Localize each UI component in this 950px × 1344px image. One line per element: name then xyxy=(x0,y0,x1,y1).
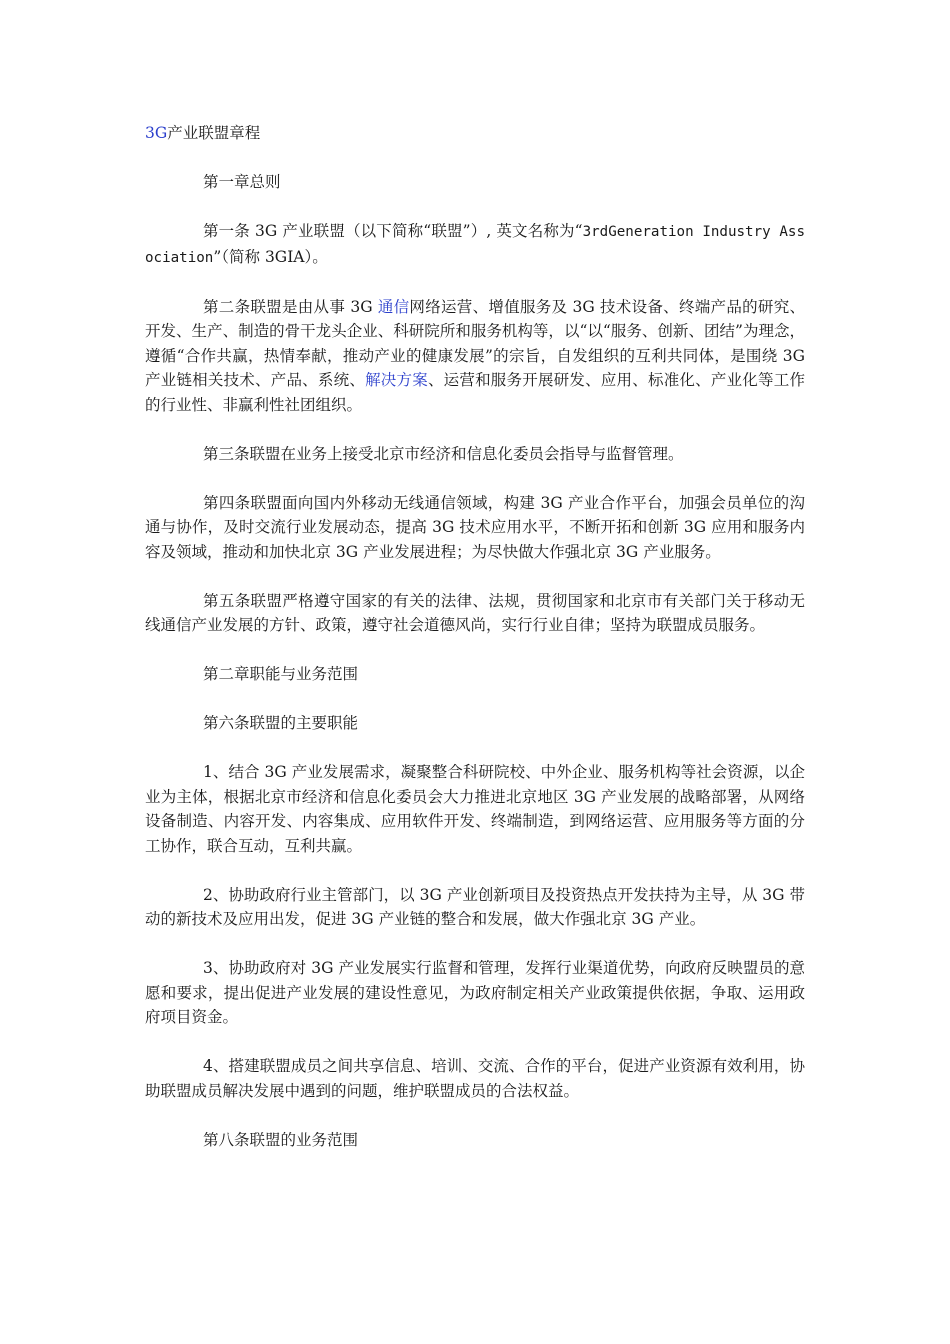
article-1-text-a: 第一条 3G 产业联盟（以下简称“联盟”）, 英文名称为“ xyxy=(203,222,583,240)
function-item-1: 1、结合 3G 产业发展需求，凝聚整合科研院校、中外企业、服务机构等社会资源，以企业为主体，根据北京市经济和信息化委员会大力推进北京地区 3G 产业发展的战略部署，从网络设备制造、内容开发、内容集成、应用软件开发、终端制造，到网络运营、应用服务等方面的分工协作，联合互动，互利共赢。 xyxy=(145,763,805,855)
function-item-3: 3、协助政府对 3G 产业发展实行监督和管理，发挥行业渠道优势，向政府反映盟员的意愿和要求，提出促进产业发展的建设性意见，为政府制定相关产业政策提供依据，争取、运用政府项目资金。 xyxy=(145,959,805,1026)
article-2 xyxy=(145,295,805,418)
article-8: 第八条联盟的业务范围 xyxy=(203,1130,359,1149)
document-body xyxy=(145,121,805,1177)
article-5: 第五条联盟严格遵守国家的有关的法律、法规，贯彻国家和北京市有关部门关于移动无线通信产业发展的方针、政策，遵守社会道德风尚，实行行业自律；坚持为联盟成员服务。 xyxy=(145,591,805,634)
title-link-3g[interactable]: 3G xyxy=(145,124,168,142)
article-3: 第三条联盟在业务上接受北京市经济和信息化委员会指导与监督管理。 xyxy=(203,444,684,463)
function-item-4: 4、搭建联盟成员之间共享信息、培训、交流、合作的平台，促进产业资源有效利用，协助联盟成员解决发展中遇到的问题，维护联盟成员的合法权益。 xyxy=(145,1057,805,1100)
function-item-2: 2、协助政府行业主管部门，以 3G 产业创新项目及投资热点开发扶持为主导，从 3G 带动的新技术及应用出发，促进 3G 产业链的整合和发展，做大作强北京 3G 产业。 xyxy=(145,885,805,928)
document-title xyxy=(145,121,805,146)
link-jiejue-fangan[interactable]: 解决方案 xyxy=(365,371,428,389)
article-1-text-c: ”（简称 3GIA）。 xyxy=(213,247,328,266)
article-4: 第四条联盟面向国内外移动无线通信领域，构建 3G 产业合作平台，加强会员单位的沟通与协作，及时交流行业发展动态，提高 3G 技术应用水平，不断开拓和创新 3G 应用和服务内容及领域，推动和加快北京 3G 产业发展进程；为尽快做大作强北京 3G 产业服务。 xyxy=(145,493,805,561)
article-6: 第六条联盟的主要职能 xyxy=(203,714,359,732)
chapter-2-heading: 第二章职能与业务范围 xyxy=(203,665,359,683)
article-2-text-a: 第二条联盟是由从事 3G xyxy=(203,297,378,316)
title-text: 产业联盟章程 xyxy=(167,124,261,142)
article-2-text-b: 网络运营、增值服务及 3G 技术设备、终端产品的研究、开发、生产、制造的骨干龙头企业、科研院所和服务机构等，以“以“服务、创新、团结”为理念，遵循“合作共赢，热情奉献，推动产业的健康发展”的宗旨，自发组织的互利共同体，是围绕 3G 产业链相关技术、产品、系统、 xyxy=(145,297,805,389)
article-1 xyxy=(145,219,805,270)
article-2-text-c: 、运营和服务开展研发、应用、标准化、产业化等工作的行业性、非赢利性社团组织。 xyxy=(145,371,805,414)
article-1-english-name: 3rdGeneration Industry Association xyxy=(145,224,805,266)
link-tongxin[interactable]: 通信 xyxy=(377,297,410,316)
chapter-1-heading: 第一章总则 xyxy=(203,173,281,191)
